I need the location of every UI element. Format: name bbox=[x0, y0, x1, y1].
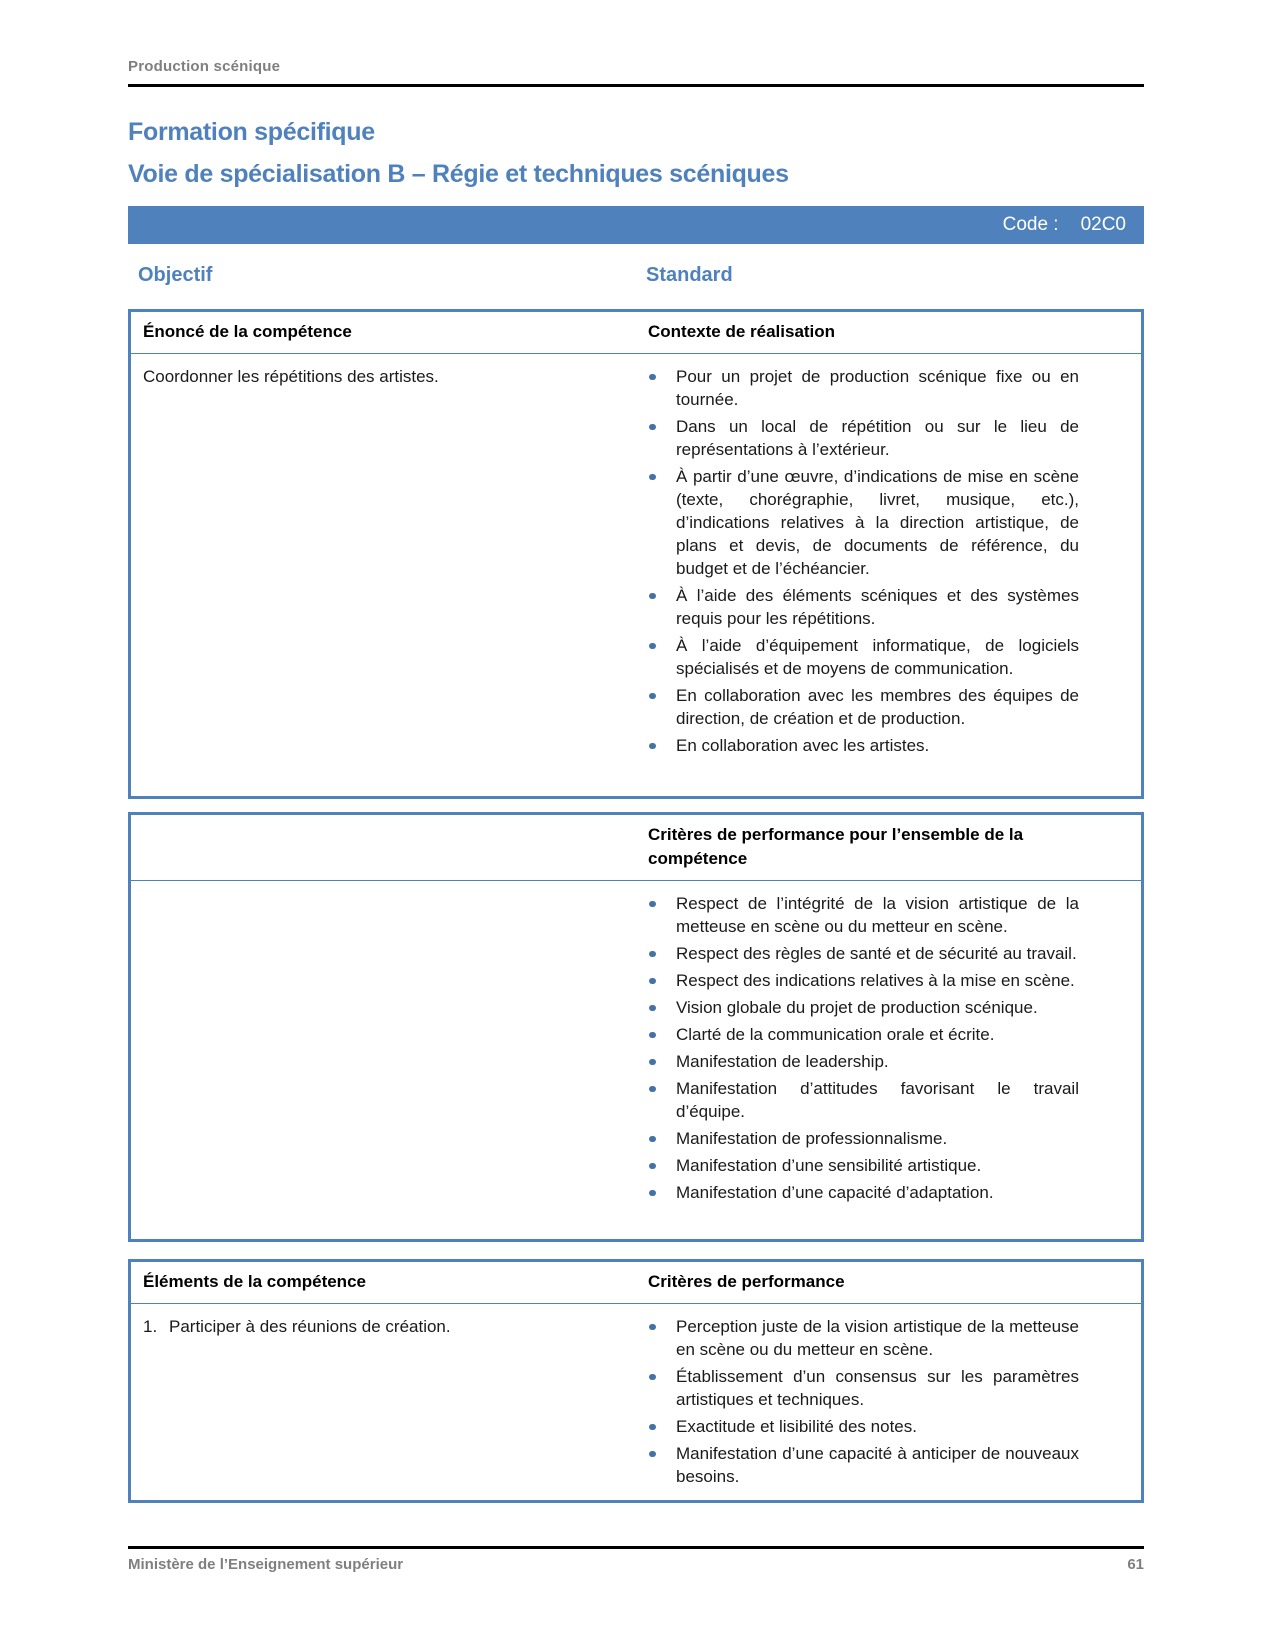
code-value: 02C0 bbox=[1080, 214, 1126, 235]
bullet-icon bbox=[648, 1050, 676, 1073]
code-label: Code : bbox=[1002, 214, 1059, 235]
table3-body-row bbox=[131, 1304, 1141, 1500]
bullet-item bbox=[648, 969, 1079, 992]
bullet-item bbox=[648, 996, 1079, 1019]
bullet-icon bbox=[648, 684, 676, 730]
bullet-icon bbox=[648, 1127, 676, 1150]
bullet-item bbox=[648, 1077, 1079, 1123]
bullet-icon bbox=[648, 1415, 676, 1438]
bullet-item bbox=[648, 1365, 1079, 1411]
bullet-text: Manifestation de professionnalisme. bbox=[676, 1129, 948, 1148]
table-enonce-contexte bbox=[128, 309, 1144, 799]
bullet-item bbox=[648, 1154, 1079, 1177]
bullet-item bbox=[648, 942, 1079, 965]
bullet-text: Manifestation d’une capacité à anticiper de nouveaux besoins. bbox=[676, 1444, 1079, 1486]
bullet-text: Respect de l’intégrité de la vision artistique de la metteuse en scène ou du metteur en scène. bbox=[676, 894, 1079, 936]
table2-left-header bbox=[131, 815, 636, 880]
table2-body-row bbox=[131, 881, 1141, 1239]
bullet-icon bbox=[648, 1315, 676, 1361]
footer-ministry: Ministère de l’Enseignement supérieur bbox=[128, 1556, 404, 1573]
bullet-icon bbox=[648, 584, 676, 630]
bullet-item bbox=[648, 1315, 1079, 1361]
subsection-title: Voie de spécialisation B – Régie et techniques scéniques bbox=[128, 160, 789, 188]
bullet-text: Manifestation d’une capacité d’adaptation. bbox=[676, 1183, 994, 1202]
table3-left-header: Éléments de la compétence bbox=[143, 1272, 366, 1291]
bullet-icon bbox=[648, 465, 676, 580]
bullet-text: En collaboration avec les membres des équipes de direction, de création et de production. bbox=[676, 686, 1079, 728]
column-title-standard: Standard bbox=[646, 264, 733, 286]
table3-header-row bbox=[131, 1262, 1141, 1304]
table1-right-header: Contexte de réalisation bbox=[648, 322, 836, 341]
bullet-text: À l’aide d’équipement informatique, de logiciels spécialisés et de moyens de communication. bbox=[676, 636, 1079, 678]
bullet-text: Vision globale du projet de production scénique. bbox=[676, 998, 1038, 1017]
bullet-icon bbox=[648, 1442, 676, 1488]
running-header-title: Production scénique bbox=[128, 58, 281, 75]
bullet-icon bbox=[648, 365, 676, 411]
bullet-icon bbox=[648, 1154, 676, 1177]
table2-right-header: Critères de performance pour l’ensemble de la compétence bbox=[648, 825, 1024, 868]
table1-header-row bbox=[131, 312, 1141, 354]
bullet-item bbox=[648, 684, 1079, 730]
table3-right-header: Critères de performance bbox=[648, 1272, 845, 1291]
element-item-number: 1. bbox=[143, 1317, 158, 1336]
table1-left-cell bbox=[131, 354, 636, 796]
bullet-text: En collaboration avec les artistes. bbox=[676, 736, 930, 755]
bullet-item bbox=[648, 1127, 1079, 1150]
table-criteres-ensemble bbox=[128, 812, 1144, 1242]
bullet-item bbox=[648, 734, 1079, 757]
table-elements-criteres bbox=[128, 1259, 1144, 1503]
bullet-item bbox=[648, 465, 1079, 580]
bullet-item bbox=[648, 1023, 1079, 1046]
footer-page-number: 61 bbox=[1127, 1556, 1144, 1573]
bullet-text: Exactitude et lisibilité des notes. bbox=[676, 1417, 917, 1436]
bullet-text: Dans un local de répétition ou sur le lieu de représentations à l’extérieur. bbox=[676, 417, 1079, 459]
bullet-icon bbox=[648, 996, 676, 1019]
bullet-item bbox=[648, 634, 1079, 680]
bullet-icon bbox=[648, 734, 676, 757]
bullet-item bbox=[648, 1442, 1079, 1488]
bullet-icon bbox=[648, 415, 676, 461]
bullet-text: Manifestation d’attitudes favorisant le travail d’équipe. bbox=[676, 1079, 1079, 1121]
table1-left-header: Énoncé de la compétence bbox=[143, 322, 352, 341]
bullet-text: Perception juste de la vision artistique de la metteuse en scène ou du metteur en scène. bbox=[676, 1317, 1079, 1359]
section-title: Formation spécifique bbox=[128, 118, 375, 146]
competence-statement: Coordonner les répétitions des artistes. bbox=[143, 367, 439, 386]
bullet-icon bbox=[648, 942, 676, 965]
bullet-text: Pour un projet de production scénique fixe ou en tournée. bbox=[676, 367, 1079, 409]
table2-right-cell bbox=[636, 881, 1141, 1239]
criteres-ensemble-bullet-list bbox=[648, 892, 1079, 1204]
bullet-icon bbox=[648, 1023, 676, 1046]
element-item-text: Participer à des réunions de création. bbox=[169, 1317, 451, 1336]
column-title-objectif: Objectif bbox=[138, 264, 213, 286]
criteres-performance-bullet-list bbox=[648, 1315, 1079, 1488]
column-titles bbox=[128, 262, 1144, 288]
bullet-text: À l’aide des éléments scéniques et des systèmes requis pour les répétitions. bbox=[676, 586, 1079, 628]
bullet-item bbox=[648, 365, 1079, 411]
bullet-item bbox=[648, 892, 1079, 938]
table1-body-row bbox=[131, 354, 1141, 796]
bullet-text: Respect des règles de santé et de sécurité au travail. bbox=[676, 944, 1077, 963]
bullet-icon bbox=[648, 634, 676, 680]
table2-header-row bbox=[131, 815, 1141, 881]
running-header bbox=[128, 58, 1144, 87]
bullet-item bbox=[648, 415, 1079, 461]
bullet-icon bbox=[648, 892, 676, 938]
bullet-text: Respect des indications relatives à la mise en scène. bbox=[676, 971, 1075, 990]
table3-left-cell bbox=[131, 1304, 636, 1500]
contexte-bullet-list bbox=[648, 365, 1079, 757]
bullet-text: Manifestation de leadership. bbox=[676, 1052, 889, 1071]
bullet-text: À partir d’une œuvre, d’indications de mise en scène (texte, chorégraphie, livret, musique, etc.), d’indications relatives à la direction artistique, de plans et devis, de documents de référence, du budget et de l’échéancier. bbox=[676, 467, 1079, 578]
bullet-text: Clarté de la communication orale et écrite. bbox=[676, 1025, 995, 1044]
bullet-icon bbox=[648, 969, 676, 992]
table2-left-cell bbox=[131, 881, 636, 1239]
bullet-item bbox=[648, 1181, 1079, 1204]
table1-right-cell bbox=[636, 354, 1141, 796]
bullet-icon bbox=[648, 1181, 676, 1204]
bullet-icon bbox=[648, 1365, 676, 1411]
bullet-text: Manifestation d’une sensibilité artistique. bbox=[676, 1156, 982, 1175]
bullet-item bbox=[648, 1050, 1079, 1073]
code-bar bbox=[128, 206, 1144, 244]
bullet-item bbox=[648, 584, 1079, 630]
bullet-text: Établissement d’un consensus sur les paramètres artistiques et techniques. bbox=[676, 1367, 1079, 1409]
page-footer bbox=[128, 1546, 1144, 1573]
bullet-item bbox=[648, 1415, 1079, 1438]
table3-right-cell bbox=[636, 1304, 1141, 1500]
bullet-icon bbox=[648, 1077, 676, 1123]
element-item bbox=[143, 1315, 624, 1338]
